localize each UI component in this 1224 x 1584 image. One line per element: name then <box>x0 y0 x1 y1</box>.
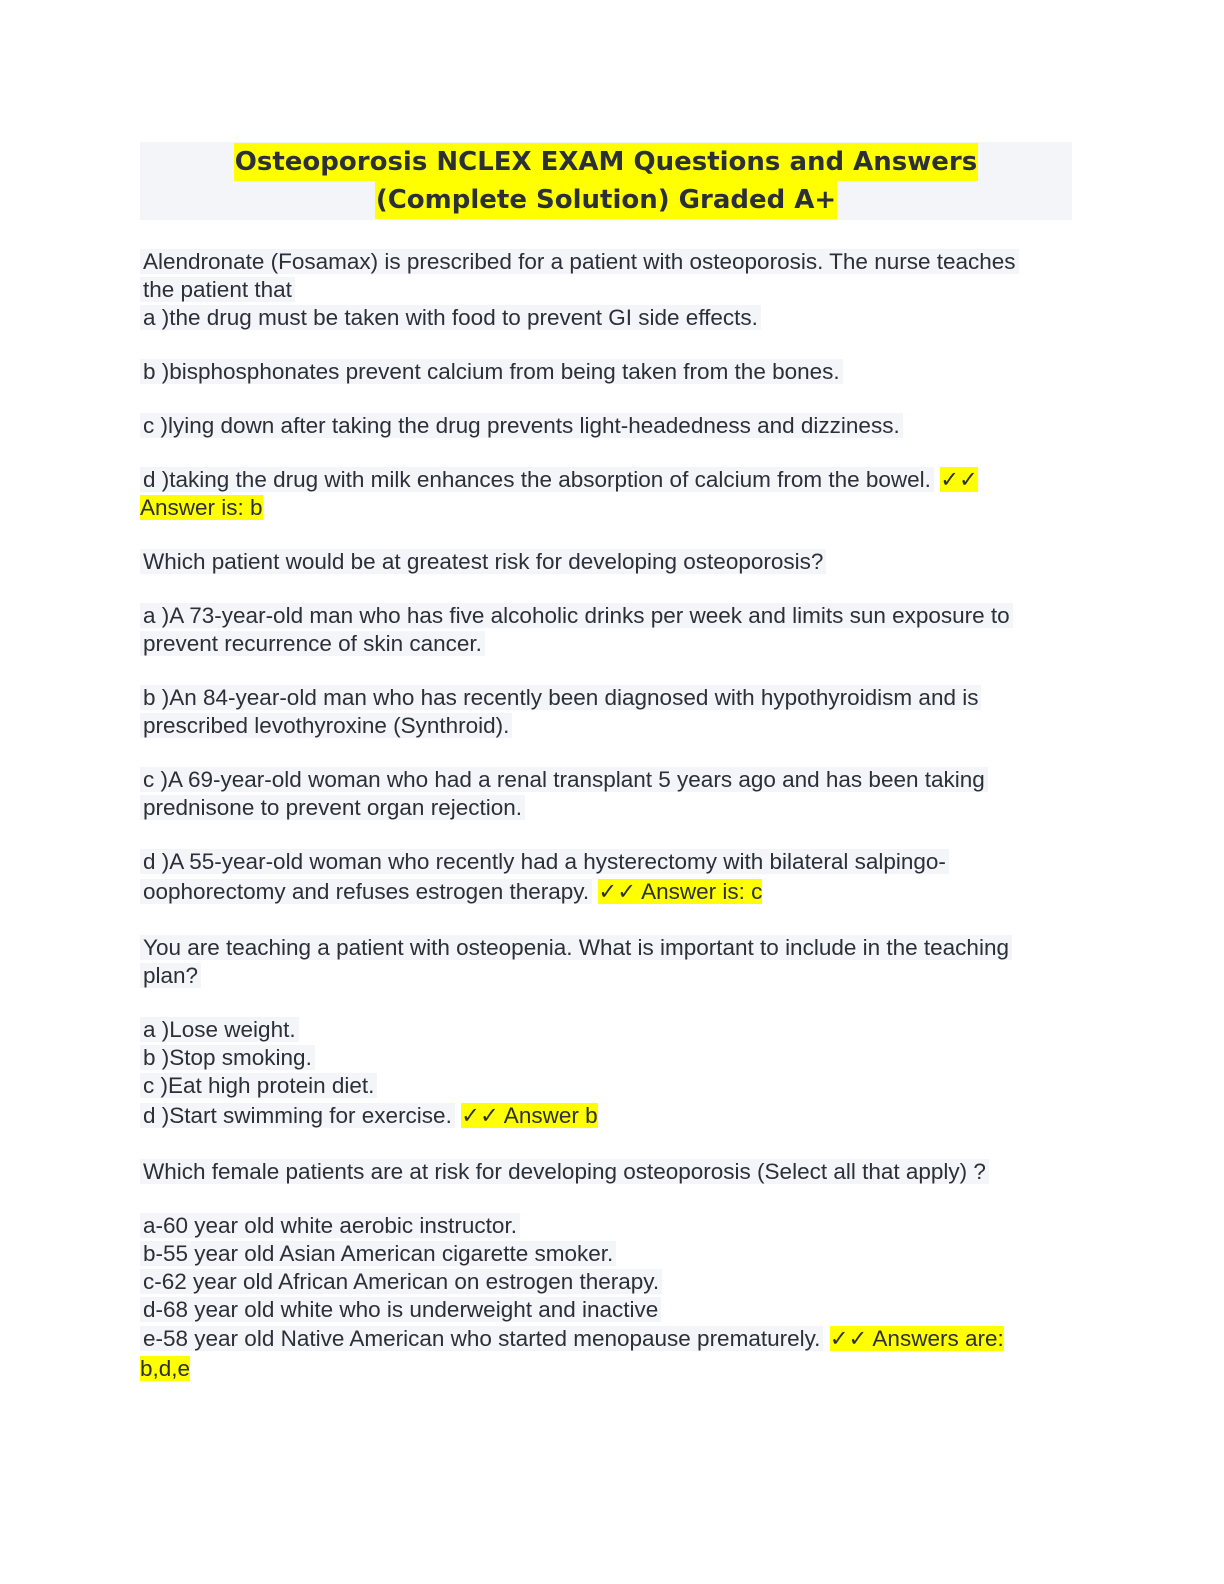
q1-option-a: a )the drug must be taken with food to prevent GI side effects. <box>140 304 1072 332</box>
q4-option-e: e-58 year old Native American who started menopause prematurely. ✓✓ Answers are: b,d,e <box>140 1326 1004 1381</box>
q4-stem: Which female patients are at risk for developing osteoporosis (Select all that apply) ? <box>140 1158 1072 1186</box>
q1-option-c: c )lying down after taking the drug prevents light-headedness and dizziness. <box>140 412 1072 440</box>
q3-option-d: d )Start swimming for exercise. ✓✓ Answer b <box>140 1100 1072 1132</box>
q1-stem: Alendronate (Fosamax) is prescribed for a patient with osteoporosis. The nurse teaches the patient that <box>140 248 1072 304</box>
q1-option-b: b )bisphosphonates prevent calcium from being taken from the bones. <box>140 358 1072 386</box>
q1-answer: Answer is: b <box>140 495 263 520</box>
document-title <box>140 142 1072 220</box>
q2-option-d: d )A 55-year-old woman who recently had a hysterectomy with bilateral salpingo- oophorectomy and refuses estrogen therapy. ✓✓ Answer is: c <box>140 848 1072 908</box>
title-line-2: (Complete Solution) Graded A+ <box>375 181 837 219</box>
q3-stem: You are teaching a patient with osteopenia. What is important to include in the teaching plan? <box>140 934 1072 990</box>
q4-answer-line-1: ✓✓ Answers are: <box>829 1326 1004 1351</box>
q3-option-b: b )Stop smoking. <box>140 1044 1072 1072</box>
document-body <box>140 248 1072 1384</box>
q1-option-d: d )taking the drug with milk enhances the absorption of calcium from the bowel. ✓✓ Answer is: b <box>140 467 978 520</box>
q3-answer: ✓✓ Answer b <box>461 1103 598 1128</box>
q4-option-c: c-62 year old African American on estrogen therapy. <box>140 1268 1072 1296</box>
q4-answer-line-2: b,d,e <box>140 1356 191 1381</box>
q2-option-b: b )An 84-year-old man who has recently been diagnosed with hypothyroidism and is prescribed levothyroxine (Synthroid). <box>140 684 1072 740</box>
q2-stem: Which patient would be at greatest risk for developing osteoporosis? <box>140 548 1072 576</box>
q2-option-c: c )A 69-year-old woman who had a renal transplant 5 years ago and has been taking prednisone to prevent organ rejection. <box>140 766 1072 822</box>
q3-option-a: a )Lose weight. <box>140 1016 1072 1044</box>
title-line-1: Osteoporosis NCLEX EXAM Questions and Answers <box>234 143 978 181</box>
q2-option-a: a )A 73-year-old man who has five alcoholic drinks per week and limits sun exposure to prevent recurrence of skin cancer. <box>140 602 1072 658</box>
q4-option-d: d-68 year old white who is underweight and inactive <box>140 1296 1072 1324</box>
q3-option-c: c )Eat high protein diet. <box>140 1072 1072 1100</box>
check-mark-icon: ✓✓ <box>940 467 978 492</box>
q4-option-b: b-55 year old Asian American cigarette smoker. <box>140 1240 1072 1268</box>
q4-option-a: a-60 year old white aerobic instructor. <box>140 1212 1072 1240</box>
q2-answer: ✓✓ Answer is: c <box>598 879 763 904</box>
